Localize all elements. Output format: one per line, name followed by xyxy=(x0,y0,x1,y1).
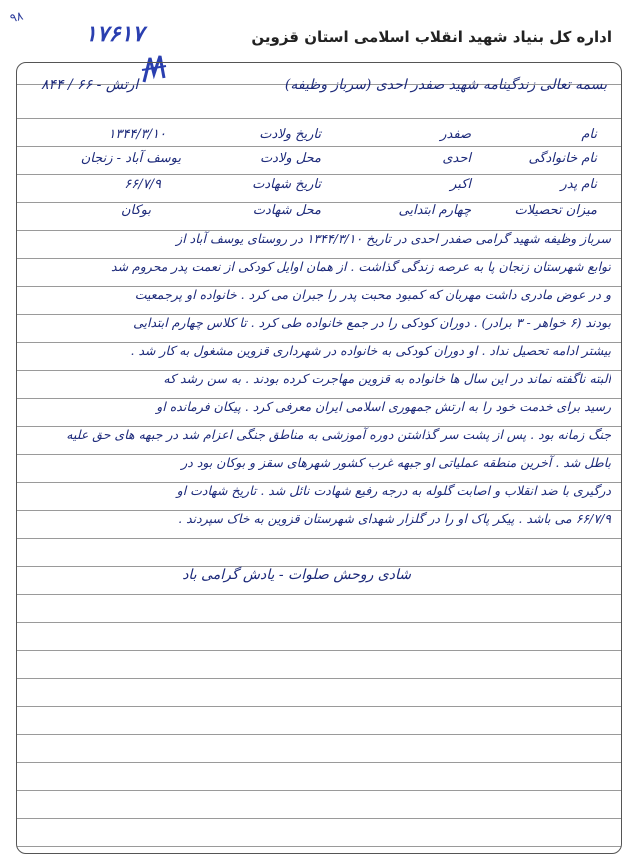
field-value-father: اکبر xyxy=(450,177,471,192)
field-value-birthdate: ۱۳۴۴/۳/۱۰ xyxy=(108,127,166,142)
narrative-line: بودند (۶ خواهر - ۳ برادر) . دوران کودکی را در جمع خانواده طی کرد . تا کلاس چهارم ابتدایی xyxy=(133,315,611,330)
field-value-martyrdom-place: بوکان xyxy=(120,203,151,218)
field-value-name: صفدر xyxy=(440,127,471,142)
narrative-line: بیشتر ادامه تحصیل نداد . او دوران کودکی به خانواده در شهرداری قزوین مشغول به کار شد . xyxy=(130,343,611,358)
field-label-martyrdom-date: تاریخ شهادت xyxy=(252,177,321,192)
header-title: اداره کل بنیاد شهید انقلاب اسلامی استان قزوین xyxy=(251,28,612,46)
field-label-surname: نام خانوادگی xyxy=(528,151,597,166)
narrative-line: جنگ زمانه بود . پس از پشت سر گذاشتن دوره آموزشی به مناطق جنگی اعزام شد در جبهه های حق علیه xyxy=(66,427,611,442)
field-label-birthdate: تاریخ ولادت xyxy=(259,127,321,142)
page-number: ۹۸ xyxy=(8,8,25,26)
narrative-line: باطل شد . آخرین منطقه عملیاتی او جبهه غرب کشور شهرهای سقز و بوکان بود در xyxy=(181,455,611,470)
signoff: شادی روحش صلوات - یادش گرامی باد xyxy=(182,567,411,583)
field-label-martyrdom-place: محل شهادت xyxy=(252,203,321,218)
lined-sheet xyxy=(16,62,622,854)
field-value-surname: احدی xyxy=(442,151,471,166)
field-value-birthplace: یوسف آباد - زنجان xyxy=(80,151,181,166)
date-code: ۸۴۴ / ۶۶ - ارتش xyxy=(41,77,139,93)
heading-line: بسمه تعالی زندگینامه شهید صفدر احدی (سرباز وظیفه) xyxy=(284,77,607,93)
stamp-number: ۱۷۶۱۷ xyxy=(85,22,145,47)
narrative-line: رسید برای خدمت خود را به ارتش جمهوری اسلامی ایران معرفی کرد . پیکان فرمانده او xyxy=(156,399,611,414)
narrative-line: سرباز وظیفه شهید گرامی صفدر احدی در تاریخ ۱۳۴۴/۳/۱۰ در روستای یوسف آباد از xyxy=(176,231,611,246)
field-value-education: چهارم ابتدایی xyxy=(398,203,471,218)
narrative-line: البته ناگفته نماند در این سال ها خانواده به قزوین مهاجرت کرده بودند . به سن رشد که xyxy=(163,371,611,386)
field-label-father: نام پدر xyxy=(560,177,597,192)
narrative-line: و در عوض مادری داشت مهربان که کمبود محبت پدر را جبران می کرد . خانواده او پرجمعیت xyxy=(134,287,611,302)
field-label-birthplace: محل ولادت xyxy=(259,151,321,166)
narrative-line: درگیری با ضد انقلاب و اصابت گلوله به درجه رفیع شهادت نائل شد . تاریخ شهادت او xyxy=(176,483,611,498)
narrative-line: ۶۶/۷/۹ می باشد . پیکر پاک او را در گلزار شهدای شهرستان قزوین به خاک سپردند . xyxy=(178,511,611,526)
field-label-name: نام xyxy=(581,127,597,142)
field-value-martyrdom-date: ۶۶/۷/۹ xyxy=(124,177,161,192)
field-label-education: میزان تحصیلات xyxy=(514,203,597,218)
narrative-line: توابع شهرستان زنجان پا به عرصه زندگی گذاشت . از همان اوایل کودکی از نعمت پدر محروم شد xyxy=(111,259,611,274)
